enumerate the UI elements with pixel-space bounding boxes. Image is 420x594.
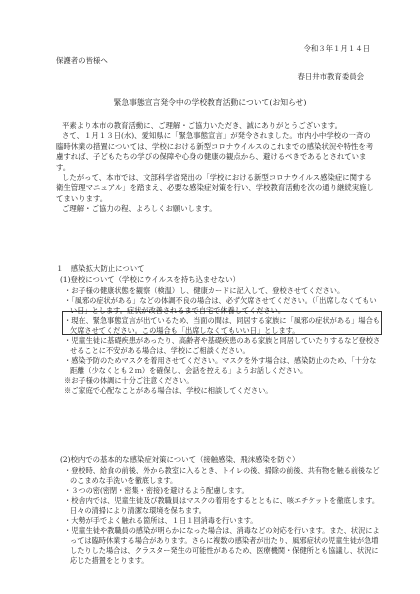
intro-body	[56, 121, 378, 215]
subsection-1-heading: (1)登校について（学校にウイルスを持ち込ませない）	[60, 275, 240, 284]
document-title: 緊急事態宣言発令中の学校教育活動について(お知らせ)	[113, 98, 307, 107]
section-1-heading: １ 感染拡大防止について	[56, 264, 145, 273]
list-item: ・児童生徒に基礎疾患があったり、高齢者や基礎疾患のある家族と同居していたりするなど登校させることに不安がある場合は、学校にご相談ください。	[64, 336, 381, 355]
intro-paragraph: さて、１月１３日(水)、愛知県に「緊急事態宣言」が発令されました。市内小中学校の一斉の臨時休業の措置については、学校における新型コロナウイルスのこれまでの感染状況や特性を考慮すれば、子どもたちの学びの保障や心身の健康の観点から、避けるべきであるとされています。	[56, 131, 374, 172]
intro-paragraph: ご理解・ご協力の程、よろしくお願いします。	[62, 204, 217, 214]
sender-name: 春日井市教育委員会	[297, 72, 364, 81]
list-item: ・お子様の健康状態を観察（検温）し、健康カードに記入して、登校させてください。	[64, 286, 345, 295]
list-note: ※お子様の体調に十分ご注意ください。	[64, 376, 194, 385]
list-item: ・「風邪の症状がある」などの体調不良の場合は、必ず欠席させてください。（「出席しなくてもいい日」とします。症状が改善されるまで自宅で休養してください。	[64, 296, 377, 315]
list-item: ・現在、緊急事態宣言が出ているため、当面の間は、同居する家族に「風邪の症状がある」場合も欠席させてください。この場合も「出席しなくてもいい日」とします。	[64, 316, 380, 335]
intro-paragraph: 平素より本市の教育活動に、ご理解・ご協力いただき、誠にありがとうございます。	[62, 121, 342, 130]
list-note: ※ご家庭で心配なことがある場合は、学校に相談してください。	[64, 386, 273, 395]
list-item: ・校舎内では、児童生徒及び教職員はマスクの着用をするとともに、咳エチケットを徹底します。日々の清掃により清潔な環境を保ちます。	[64, 496, 380, 515]
list-item: ・児童生徒や教職員の感染が明らかになった場合は、消毒などの対応を行います。また、状況によっては臨時休業する場合があります。さらに複数の感染者が出たり、風邪症状の児童生徒が急増したりした場合は、クラスター発生の可能性があるため、医療機関・保健所とも協議し、状況に応じた措置をとります。	[64, 526, 380, 565]
subsection-2-list	[64, 466, 382, 566]
recipient: 保護者の皆様へ	[56, 56, 108, 65]
subsection-2-heading: (2)校内での基本的な感染症対策について（接触感染、飛沫感染を防ぐ）	[60, 455, 300, 464]
list-item: ・３つの密(密閉・密集・密接)を避けるよう配慮します。	[64, 486, 249, 495]
document-date: 令和３年１月１４日	[303, 44, 370, 53]
list-item: ・大勢が手でよく触れる箇所は、１日１回消毒を行います。	[64, 516, 258, 525]
list-item: ・感染予防のためマスクを着用させてください。マスクを外す場合は、感染防止のため、「十分な距離（少なくとも２ｍ）を確保し、会話を控える」ようお話しください。	[64, 356, 377, 375]
subsection-1-list	[64, 286, 382, 396]
intro-paragraph: したがって、本市では、文部科学省発出の「学校における新型コロナウイルス感染症に関する衛生管理マニュアル」を踏まえ、必要な感染症対策を行い、学校教育活動を次の通り継続実施してまいります。	[56, 173, 374, 203]
list-item: ・登校時、給食の前後、外から教室に入るとき、トイレの後、掃除の前後、共有物を触る前後などのこまめな手洗いを徹底します。	[64, 466, 380, 485]
